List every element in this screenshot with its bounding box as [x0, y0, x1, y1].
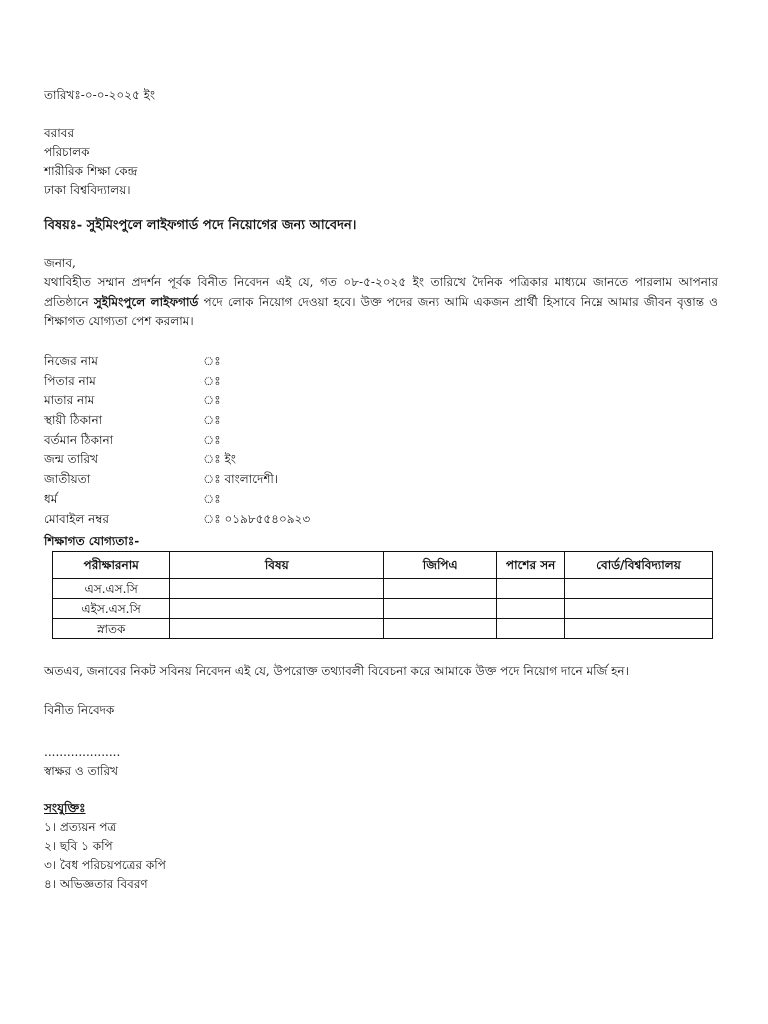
cell-subject: [170, 579, 384, 599]
info-label: বর্তমান ঠিকানা: [44, 432, 114, 447]
info-value: ঃ বাংলাদেশী।: [203, 472, 279, 487]
salutation-text: জনাব,: [44, 256, 76, 270]
closing-paragraph: [44, 662, 728, 681]
info-label: মাতার নাম: [44, 393, 95, 408]
education-header-row: [53, 552, 713, 579]
info-label: স্থায়ী ঠিকানা: [44, 413, 103, 428]
info-label: জাতীয়তা: [44, 472, 91, 487]
info-value: ঃ: [203, 432, 221, 447]
personal-info-list: [44, 352, 728, 529]
info-value: ঃ: [203, 413, 221, 428]
subject-line: [44, 216, 728, 235]
education-heading: [44, 532, 728, 551]
header-passing-year: পাশের সন: [497, 552, 565, 579]
info-label: জন্ম তারিখ: [44, 452, 99, 467]
header-subject: বিষয়: [170, 552, 384, 579]
info-value: ঃ: [203, 373, 221, 388]
signature-block: [44, 743, 728, 781]
attachments-block: [44, 799, 728, 894]
cell-board: [564, 579, 712, 599]
info-label: মোবাইল নম্বর: [44, 511, 110, 526]
date-text: তারিখঃ-০-০-২০২৫ ইং: [44, 88, 155, 102]
info-value: ঃ: [203, 393, 221, 408]
info-row-birth-date: [44, 450, 728, 470]
header-gpa: জিপিএ: [384, 552, 497, 579]
header-exam-name: পরীক্ষারনাম: [53, 552, 170, 579]
cell-board: [564, 619, 712, 639]
cell-board: [564, 599, 712, 619]
salutation: [44, 254, 728, 273]
education-table: [52, 551, 713, 639]
cell-gpa: [384, 579, 497, 599]
signature-label: স্বাক্ষর ও তারিখ: [44, 764, 118, 778]
subject-text: বিষয়ঃ- সুইমিংপুলে লাইফগার্ড পদে নিয়োগের জন্য আবেদন।: [44, 218, 357, 233]
info-value: ঃ ০১৯৮৫৫৪০৯২৩: [203, 511, 311, 526]
table-row: [53, 579, 713, 599]
info-label: পিতার নাম: [44, 373, 96, 388]
cell-subject: [170, 619, 384, 639]
date-line: [44, 86, 728, 105]
cell-year: [497, 579, 565, 599]
info-row-name: [44, 352, 728, 372]
cell-year: [497, 599, 565, 619]
body-paragraph: [44, 273, 718, 332]
header-board: বোর্ড/বিশ্ববিদ্যালয়: [564, 552, 712, 579]
cell-gpa: [384, 599, 497, 619]
info-row-mobile: [44, 510, 728, 530]
signature-dots: ....................: [44, 745, 121, 759]
cell-year: [497, 619, 565, 639]
info-label: নিজের নাম: [44, 354, 98, 368]
attachment-item: ২। ছবি ১ কপি: [44, 839, 113, 853]
table-row: [53, 619, 713, 639]
attachment-item: ১। প্রত্যয়ন পত্র: [44, 820, 117, 834]
body-part-2: পদে লোক নিয়োগ দেওয়া হবে। উক্ত পদের জন্য আমি একজন প্রার্থী হিসাবে নিম্নে আমার জীবন বৃত্তান্ত ও শিক্ষাগত যোগ্যতা পেশ করলাম।: [44, 294, 718, 328]
info-row-religion: [44, 490, 728, 510]
info-row-father: [44, 372, 728, 392]
cell-subject: [170, 599, 384, 619]
info-row-mother: [44, 391, 728, 411]
cell-gpa: [384, 619, 497, 639]
table-row: [53, 599, 713, 619]
recipient-block: [44, 124, 728, 200]
info-row-permanent-address: [44, 411, 728, 431]
education-heading-text: শিক্ষাগত যোগ্যতাঃ-: [44, 534, 140, 548]
info-value: ঃ ইং: [203, 452, 236, 467]
body-part-1: যথাবিহীত সম্মান প্রদর্শন পূর্বক বিনীত নিবেদন এই যে, গত ০৮-৫-২০২৫ ইং তারিখে দৈনিক পত্রিকার মাধ্যমে জানতে পারলাম আপনার প্রতিষ্ঠানে: [44, 275, 718, 309]
recipient-line-4: ঢাকা বিশ্ববিদ্যালয়।: [44, 183, 131, 197]
attachment-item: ৩। বৈধ পরিচয়পত্রের কপি: [44, 858, 166, 872]
info-label: ধর্ম: [44, 491, 58, 506]
info-value: ঃ: [203, 354, 221, 368]
cell-exam: এইস.এস.সি: [53, 599, 170, 619]
recipient-line-3: শারীরিক শিক্ষা কেন্দ্র: [44, 164, 138, 178]
info-value: ঃ: [203, 491, 221, 506]
sign-off-text: বিনীত নিবেদক: [44, 703, 115, 717]
sign-off: [44, 701, 728, 720]
cell-exam: স্নাতক: [53, 619, 170, 639]
cell-exam: এস.এস.সি: [53, 579, 170, 599]
recipient-line-1: বরাবর: [44, 126, 75, 140]
info-row-nationality: [44, 470, 728, 490]
body-bold-phrase: সুইমিংপুলে লাইফগার্ড: [93, 294, 199, 309]
recipient-line-2: পরিচালক: [44, 145, 90, 159]
attachments-heading: সংযুক্তিঃ: [44, 801, 86, 815]
attachment-item: ৪। অভিজ্ঞতার বিবরণ: [44, 877, 148, 891]
closing-text: অতএব, জনাবের নিকট সবিনয় নিবেদন এই যে, উপরোক্ত তথ্যাবলী বিবেচনা করে আমাকে উক্ত পদে নিয়োগ দানে মর্জি হন।: [44, 664, 629, 678]
info-row-present-address: [44, 431, 728, 451]
